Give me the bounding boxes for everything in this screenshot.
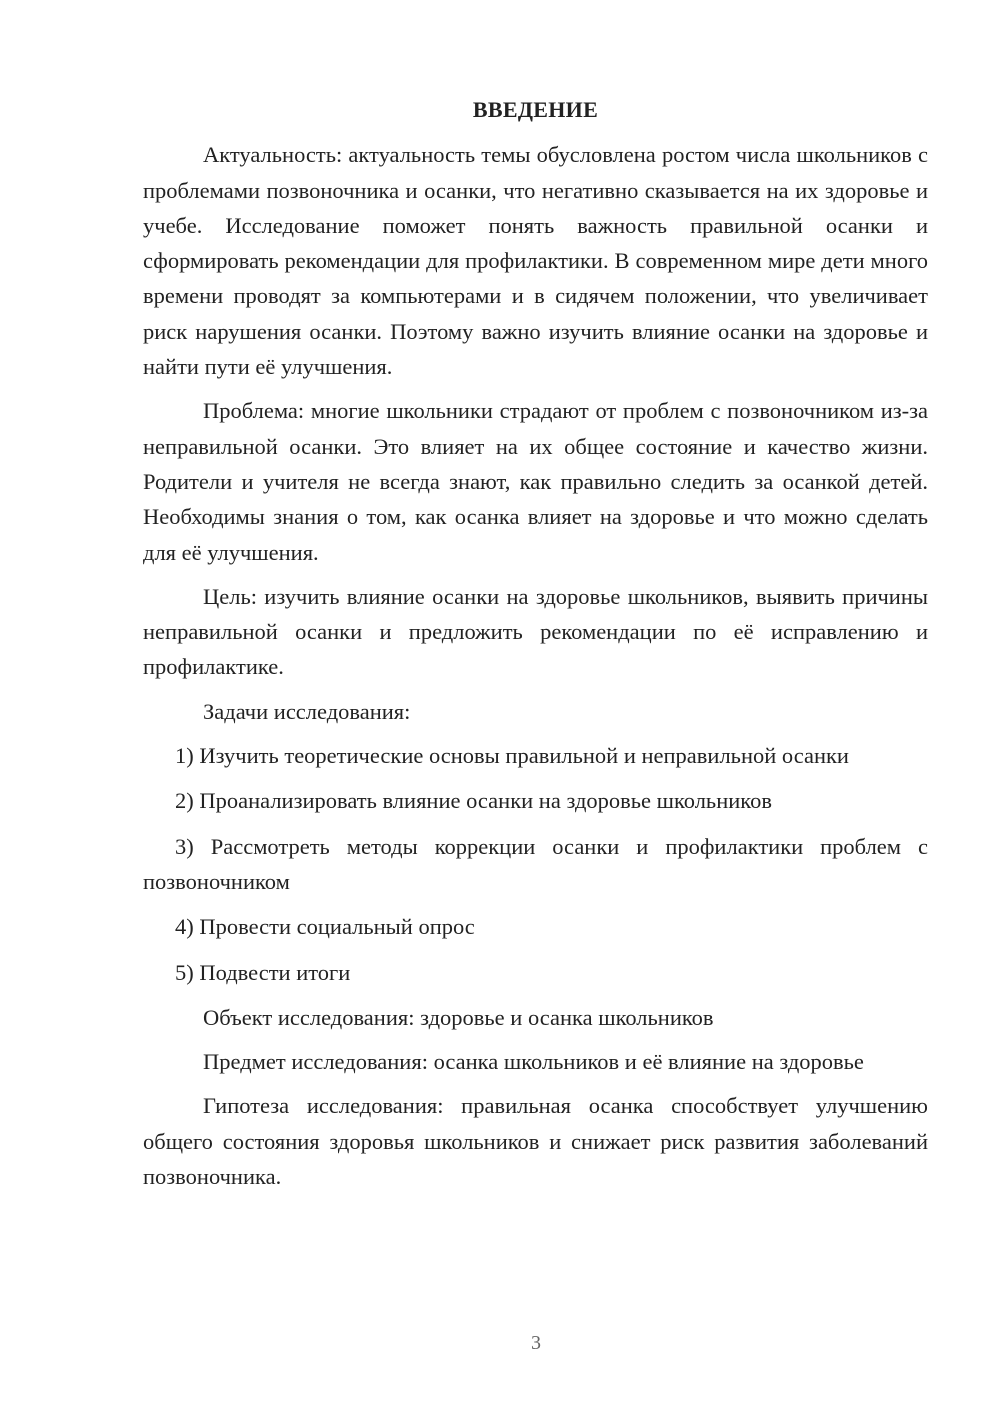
- list-item: 4) Провести социальный опрос: [175, 914, 475, 940]
- problem-paragraph: Проблема: многие школьники страдают от проблем с позвоночником из-за неправильной осанки. Это влияет на их общее состояние и качество жизни. Родители и учителя не всегда знают, как правильно следить за осанкой детей. Необходимы знания о том, как осанка влияет на здоровье и что можно сделать для её улучшения.: [143, 398, 928, 565]
- subject-paragraph: Предмет исследования: осанка школьников и её влияние на здоровье: [203, 1049, 864, 1075]
- tasks-heading: Задачи исследования:: [203, 698, 411, 724]
- object-paragraph: Объект исследования: здоровье и осанка школьников: [203, 1004, 714, 1030]
- list-item: 2) Проанализировать влияние осанки на здоровье школьников: [175, 788, 772, 814]
- list-item: 1) Изучить теоретические основы правильной и неправильной осанки: [175, 743, 849, 769]
- page-number: 3: [531, 1332, 541, 1354]
- page-title: ВВЕДЕНИЕ: [472, 97, 599, 122]
- list-item: 5) Подвести итоги: [175, 959, 351, 985]
- page-content: [143, 92, 928, 1203]
- hypothesis-paragraph: Гипотеза исследования: правильная осанка способствует улучшению общего состояния здоровья школьников и снижает риск развития заболеваний позвоночника.: [143, 1093, 928, 1190]
- goal-paragraph: Цель: изучить влияние осанки на здоровье школьников, выявить причины неправильной осанки и предложить рекомендации по её исправлению и профилактике.: [143, 583, 928, 680]
- list-item: 3) Рассмотреть методы коррекции осанки и профилактики проблем с позвоночником: [143, 833, 928, 894]
- relevance-paragraph: Актуальность: актуальность темы обусловлена ростом числа школьников с проблемами позвоночника и осанки, что негативно сказывается на их здоровье и учебе. Исследование поможет понять важность правильной осанки и сформировать рекомендации для профилактики. В современном мире дети много времени проводят за компьютерами и в сидячем положении, что увеличивает риск нарушения осанки. Поэтому важно изучить влияние осанки на здоровье и найти пути её улучшения.: [143, 142, 928, 380]
- tasks-list: [143, 738, 928, 990]
